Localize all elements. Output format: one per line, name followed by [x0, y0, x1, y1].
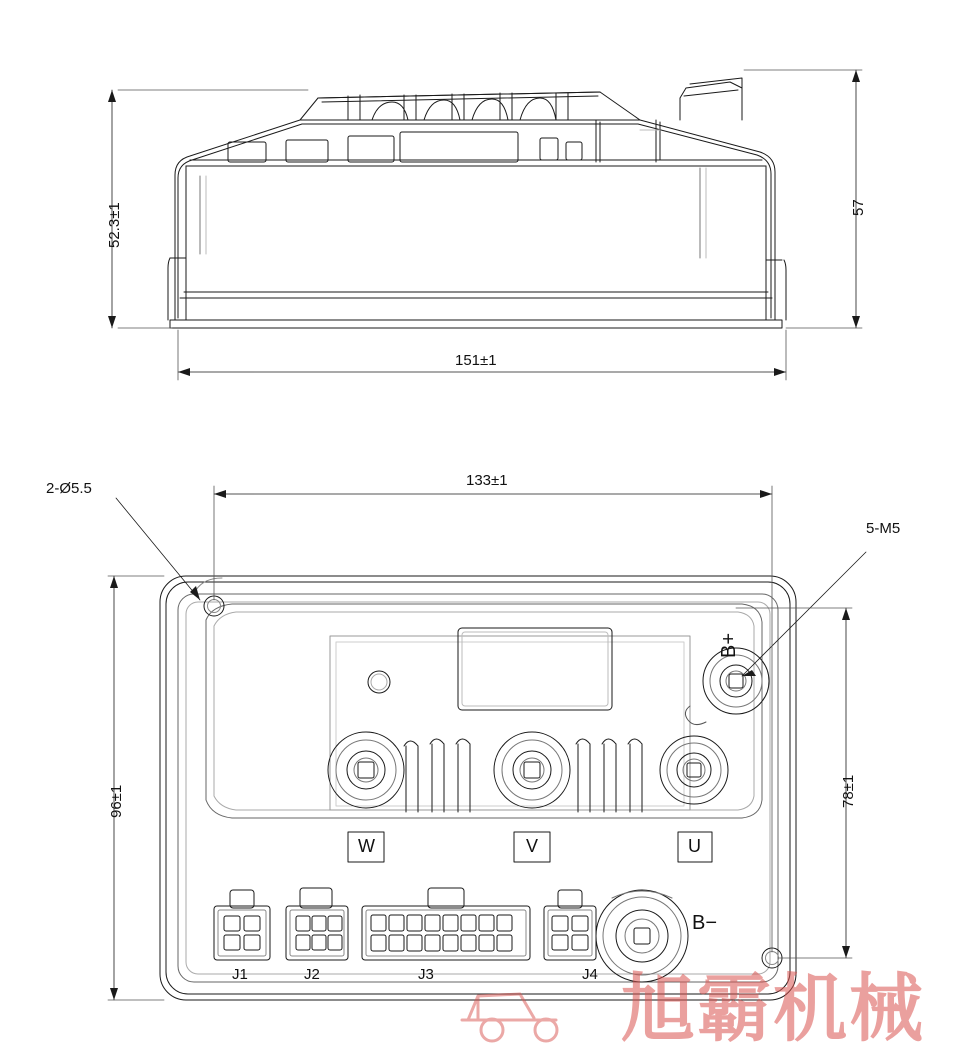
connector-label-j4: J4: [582, 966, 598, 983]
connector-j3: [362, 888, 530, 960]
dimension-height-mounting: [736, 608, 852, 958]
dimension-label-height-right: 57: [850, 199, 867, 216]
connector-j4: [544, 890, 596, 960]
dimension-height-right: [744, 70, 862, 328]
connector-label-j2: J2: [304, 966, 320, 983]
terminal-label-u: U: [688, 836, 701, 856]
plan-view-geometry: [160, 576, 796, 1000]
dimension-label-height-body: 96±1: [108, 784, 125, 818]
connector-label-j1: J1: [232, 966, 248, 983]
connector-label-j3: J3: [418, 966, 434, 983]
dimension-label-width-mounting: 133±1: [466, 472, 508, 489]
dimension-label-height-mounting: 78±1: [840, 774, 857, 808]
dimension-label-height-left: 52.3±1: [106, 202, 123, 248]
leader-holes: [116, 498, 200, 600]
watermark-text: 旭霸机械: [621, 965, 925, 1052]
terminal-label-w: W: [358, 836, 375, 856]
terminal-label-bminus: B−: [692, 912, 718, 934]
connector-j1: [214, 890, 270, 960]
terminal-bplus: [685, 648, 769, 725]
terminal-label-bplus: B+: [718, 632, 740, 658]
connector-j2: [286, 888, 348, 960]
terminal-label-v: V: [526, 836, 539, 856]
side-elevation-geometry: [168, 78, 786, 328]
dimension-width-mounting: [214, 486, 772, 952]
callout-label-screws: 5-M5: [866, 520, 901, 537]
callout-label-holes: 2-Ø5.5: [46, 480, 92, 497]
dimension-label-width-overall: 151±1: [455, 352, 497, 369]
